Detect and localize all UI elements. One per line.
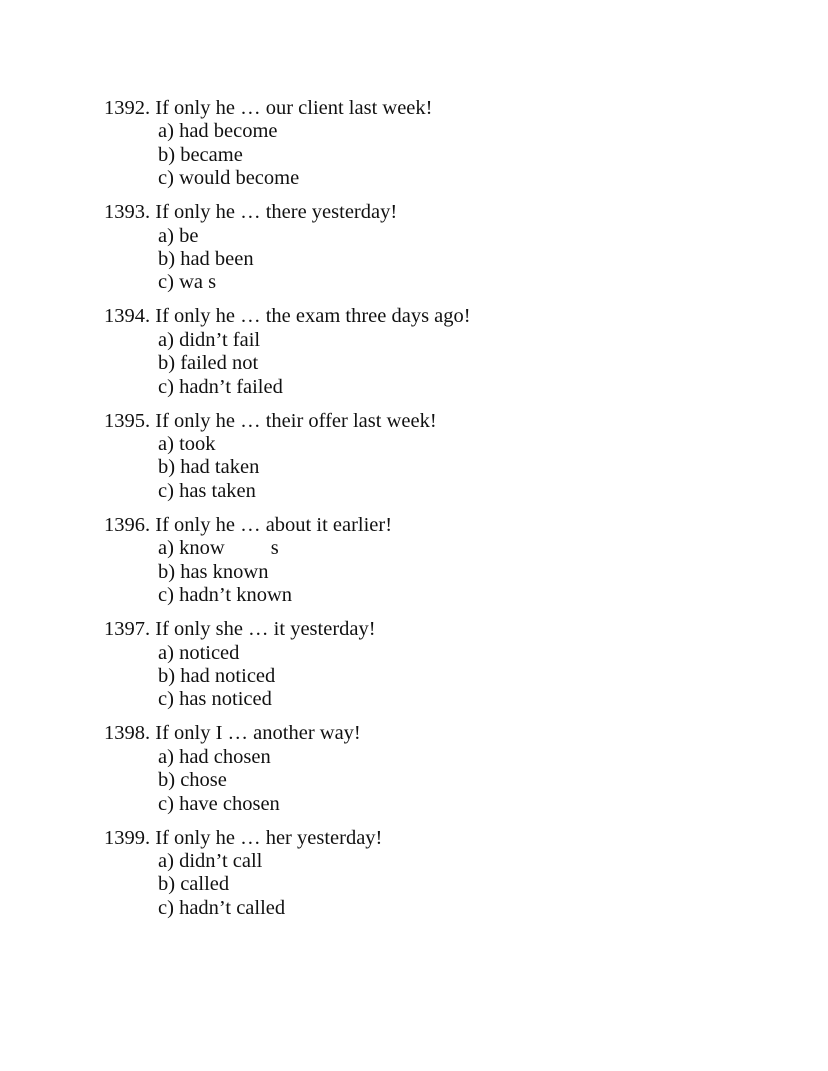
option-text: be <box>179 224 199 247</box>
option-text: has taken <box>179 479 256 502</box>
option-text: had been <box>180 248 254 271</box>
question-stem <box>104 201 744 224</box>
option-letter: c) <box>158 167 174 190</box>
answer-option-c <box>104 793 744 816</box>
question-stem <box>104 722 744 745</box>
question-1394 <box>104 305 744 399</box>
option-text: chose <box>180 769 227 792</box>
question-stem <box>104 410 744 433</box>
option-letter: b) <box>158 664 176 687</box>
option-letter: c) <box>158 584 174 607</box>
option-letter: c) <box>158 896 174 919</box>
option-letter: a) <box>158 849 174 872</box>
question-1393 <box>104 201 744 295</box>
option-letter: a) <box>158 120 174 143</box>
option-text: didn’t fail <box>179 328 261 351</box>
answer-option-a <box>104 120 744 143</box>
option-letter: c) <box>158 375 174 398</box>
question-number: 1399. <box>104 826 151 849</box>
option-text: know s <box>179 537 279 560</box>
question-stem <box>104 305 744 328</box>
answer-option-a <box>104 850 744 873</box>
option-text: hadn’t called <box>179 896 286 919</box>
option-letter: a) <box>158 224 174 247</box>
answer-option-a <box>104 642 744 665</box>
answer-option-a <box>104 329 744 352</box>
option-letter: b) <box>158 143 176 166</box>
option-text: hadn’t failed <box>179 375 283 398</box>
option-text: took <box>179 433 216 456</box>
option-letter: a) <box>158 433 174 456</box>
question-1397 <box>104 618 744 712</box>
option-text: called <box>180 873 230 896</box>
question-1396 <box>104 514 744 608</box>
option-letter: c) <box>158 688 174 711</box>
question-list <box>104 97 744 931</box>
question-text: If only I … another way! <box>155 722 361 745</box>
answer-option-b <box>104 665 744 688</box>
answer-option-c <box>104 480 744 503</box>
option-text: had become <box>179 120 278 143</box>
option-text: didn’t call <box>179 849 263 872</box>
question-number: 1393. <box>104 201 151 224</box>
option-text: had chosen <box>179 745 271 768</box>
answer-option-c <box>104 897 744 920</box>
option-text: failed not <box>180 352 259 375</box>
option-text: would become <box>179 167 300 190</box>
option-text: had taken <box>180 456 260 479</box>
answer-option-c <box>104 688 744 711</box>
option-letter: b) <box>158 352 176 375</box>
option-letter: b) <box>158 248 176 271</box>
question-text: If only he … about it earlier! <box>155 513 393 536</box>
option-letter: c) <box>158 792 174 815</box>
option-text: has known <box>180 560 269 583</box>
question-text: If only he … there yesterday! <box>155 201 398 224</box>
answer-option-c <box>104 584 744 607</box>
question-stem <box>104 97 744 120</box>
question-number: 1394. <box>104 305 151 328</box>
option-letter: a) <box>158 641 174 664</box>
option-letter: c) <box>158 271 174 294</box>
answer-option-a <box>104 225 744 248</box>
answer-option-b <box>104 873 744 896</box>
question-1395 <box>104 410 744 504</box>
question-text: If only he … the exam three days ago! <box>155 305 471 328</box>
option-letter: b) <box>158 873 176 896</box>
answer-option-a <box>104 537 744 560</box>
option-text: has noticed <box>179 688 272 711</box>
option-letter: a) <box>158 745 174 768</box>
question-stem <box>104 514 744 537</box>
option-text: have chosen <box>179 792 280 815</box>
answer-option-b <box>104 561 744 584</box>
answer-option-b <box>104 248 744 271</box>
question-1398 <box>104 722 744 816</box>
question-1392 <box>104 97 744 191</box>
option-text: noticed <box>179 641 240 664</box>
question-number: 1397. <box>104 618 151 641</box>
answer-option-c <box>104 167 744 190</box>
answer-option-b <box>104 769 744 792</box>
option-letter: c) <box>158 479 174 502</box>
question-text: If only he … our client last week! <box>155 97 433 119</box>
question-number: 1395. <box>104 409 151 432</box>
question-stem <box>104 827 744 850</box>
question-number: 1392. <box>104 97 151 119</box>
option-letter: b) <box>158 769 176 792</box>
answer-option-b <box>104 144 744 167</box>
answer-option-a <box>104 433 744 456</box>
answer-option-b <box>104 456 744 479</box>
option-text: wa s <box>179 271 217 294</box>
option-letter: b) <box>158 560 176 583</box>
question-number: 1398. <box>104 722 151 745</box>
answer-option-b <box>104 352 744 375</box>
question-text: If only he … their offer last week! <box>155 409 437 432</box>
question-text: If only she … it yesterday! <box>155 618 376 641</box>
option-text: had noticed <box>180 664 276 687</box>
option-text: hadn’t known <box>179 584 292 607</box>
question-text: If only he … her yesterday! <box>155 826 383 849</box>
question-stem <box>104 618 744 641</box>
answer-option-c <box>104 376 744 399</box>
option-letter: a) <box>158 537 174 560</box>
question-number: 1396. <box>104 513 151 536</box>
answer-option-c <box>104 271 744 294</box>
question-1399 <box>104 827 744 921</box>
option-letter: a) <box>158 328 174 351</box>
option-text: became <box>180 143 243 166</box>
answer-option-a <box>104 746 744 769</box>
option-letter: b) <box>158 456 176 479</box>
